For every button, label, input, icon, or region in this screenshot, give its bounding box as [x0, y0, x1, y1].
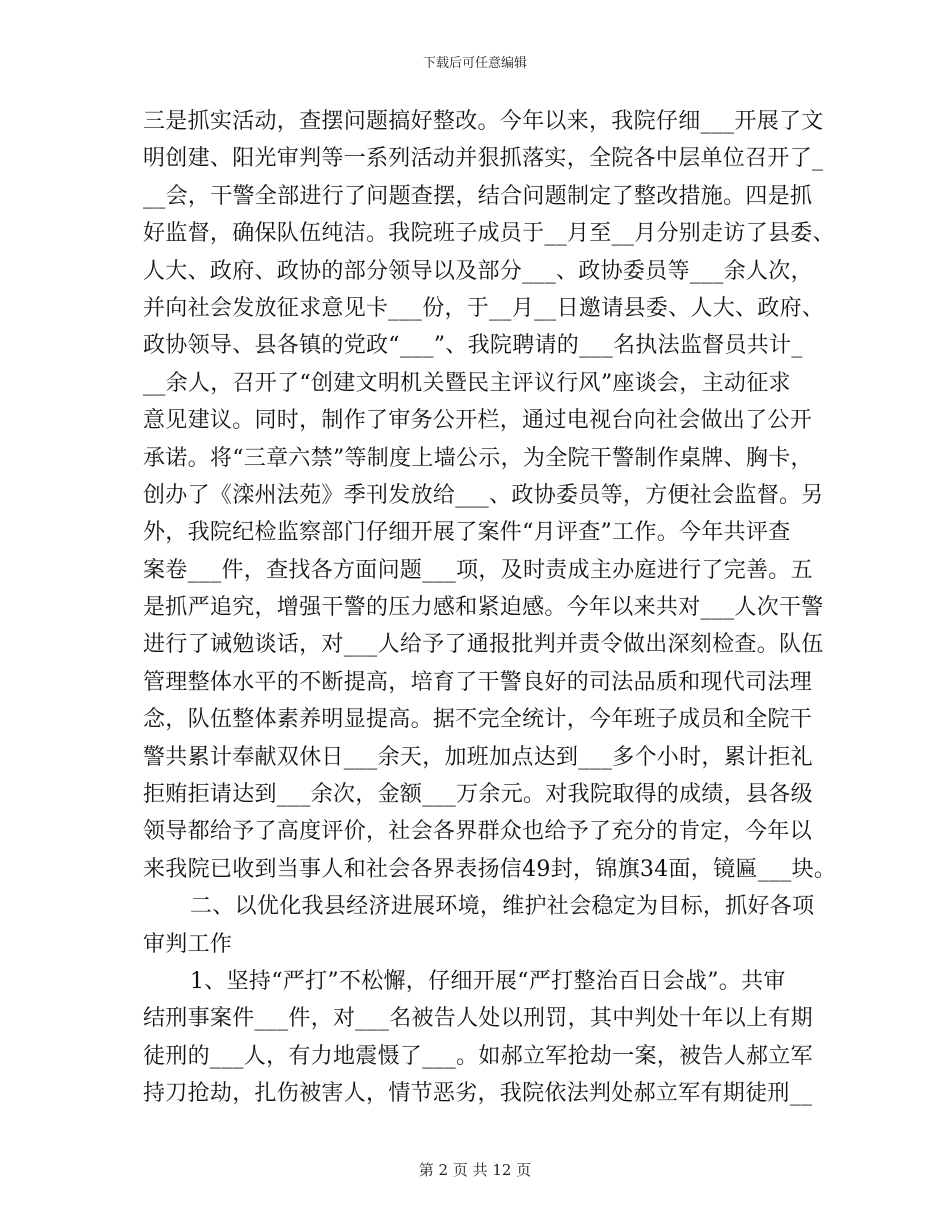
- text-line: 结刑事案件___件，对___名被告人处以刑罚，其中判处十年以上有期: [143, 1006, 813, 1032]
- text-line: 拒贿拒请达到___余次，金额___万余元。对我院取得的成绩，县各级: [143, 782, 813, 808]
- text-line: 徒刑的___人，有力地震慑了___。如郝立军抢劫一案，被告人郝立军: [143, 1043, 813, 1069]
- text-line: 创办了《滦州法苑》季刊发放给___、政协委员等，方便社会监督。另: [143, 482, 824, 508]
- section-heading-cont: 审判工作: [143, 931, 233, 957]
- text-line: 好监督，确保队伍纯洁。我院班子成员于__月至__月分别走访了县委、: [143, 221, 835, 247]
- page-header: 下载后可任意编辑: [422, 56, 527, 71]
- text-line: 承诺。将“三章六禁”等制度上墙公示，为全院干警制作桌牌、胸卡，: [143, 445, 813, 471]
- text-line: 并向社会发放征求意见卡___份，于__月__日邀请县委、人大、政府、: [143, 295, 825, 321]
- text-line: 明创建、阳光审判等一系列活动并狠抓落实，全院各中层单位召开了_: [143, 146, 824, 172]
- text-line: 外，我院纪检监察部门仔细开展了案件“月评查”工作。今年共评查: [143, 520, 791, 546]
- text-line: 三是抓实活动，查摆问题搞好整改。今年以来，我院仔细___开展了文: [143, 109, 824, 134]
- text-line: 来我院已收到当事人和社会各界表扬信49封，锦旗34面，镜匾___块。: [143, 856, 837, 882]
- text-line: 是抓严追究，增强干警的压力感和紧迫感。今年以来共对___人次干警: [143, 595, 824, 621]
- page-footer: 第 2 页 共 12 页: [418, 1161, 532, 1179]
- text-line: 人大、政府、政协的部分领导以及部分___、政协委员等___余人次，: [143, 258, 813, 284]
- text-line: 案卷___件，查找各方面问题___项，及时责成主办庭进行了完善。五: [143, 557, 813, 583]
- text-line: 意见建议。同时，制作了审务公开栏，通过电视台向社会做出了公开: [143, 408, 813, 434]
- text-line: 警共累计奉献双休日___余天，加班加点达到___多个小时，累计拒礼: [143, 744, 813, 770]
- document-body: [143, 103, 837, 1113]
- text-line: __余人，召开了“创建文明机关暨民主评议行风”座谈会，主动征求: [143, 370, 791, 396]
- section-heading: 二、以优化我县经济进展环境，维护社会稳定为目标，抓好各项: [190, 894, 815, 920]
- text-line: 政协领导、县各镇的党政“___”、我院聘请的___名执法监督员共计_: [143, 333, 803, 359]
- text-line: 进行了诫勉谈话，对___人给予了通报批判并责令做出深刻检查。队伍: [143, 632, 824, 658]
- text-line: __会，干警全部进行了问题查摆，结合问题制定了整改措施。四是抓: [143, 183, 813, 209]
- text-line: 管理整体水平的不断提高，培育了干警良好的司法品质和现代司法理: [143, 669, 813, 695]
- text-line: 1、坚持“严打”不松懈，仔细开展“严打整治百日会战”。共审: [190, 968, 786, 994]
- text-line: 持刀抢劫，扎伤被害人，情节恶劣，我院依法判处郝立军有期徒刑__: [143, 1081, 813, 1107]
- text-line: 领导都给予了高度评价，社会各界群众也给予了充分的肯定，今年以: [143, 819, 813, 845]
- text-line: 念，队伍整体素养明显提高。据不完全统计，今年班子成员和全院干: [143, 707, 813, 733]
